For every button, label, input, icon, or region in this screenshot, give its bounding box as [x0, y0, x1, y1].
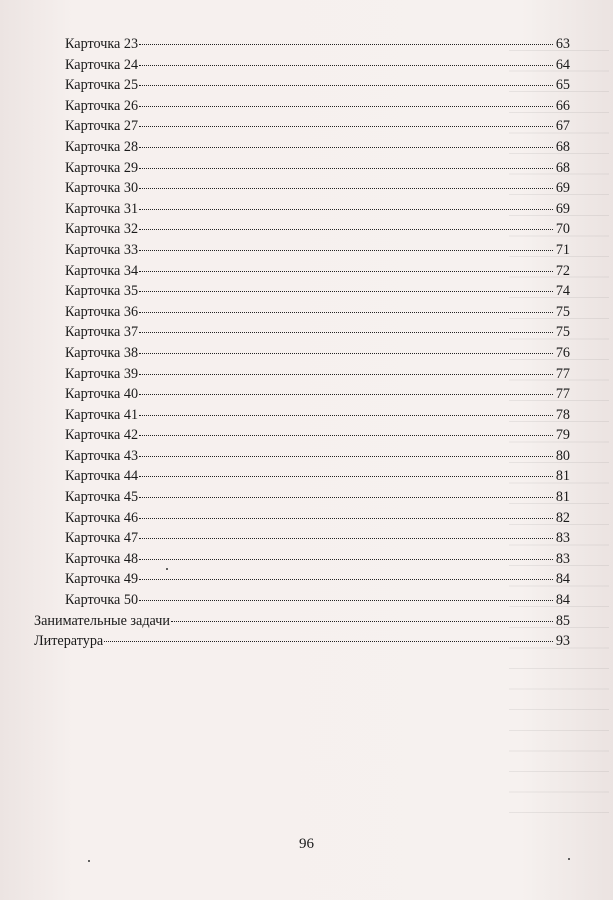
dot-leader [139, 415, 553, 416]
toc-entry-page: 83 [555, 550, 570, 567]
toc-entry-page: 77 [555, 365, 570, 382]
print-speck [88, 860, 90, 862]
dot-leader [139, 106, 553, 107]
toc-entry [34, 34, 570, 55]
toc-entry-page: 83 [555, 530, 570, 547]
toc-entry-page: 80 [555, 447, 570, 464]
toc-entry-title: Карточка 43 [65, 447, 139, 464]
toc-entry-page: 82 [555, 509, 570, 526]
toc-entry [34, 178, 570, 199]
dot-leader [139, 579, 553, 580]
toc-entry-page: 74 [555, 283, 570, 300]
dot-leader [139, 353, 553, 354]
toc-entry-title: Карточка 23 [65, 36, 139, 52]
dot-leader [139, 394, 553, 395]
toc-entry-page: 76 [555, 344, 570, 361]
toc-entry-title: Карточка 46 [65, 509, 139, 526]
dot-leader [139, 168, 553, 169]
toc-entry-title: Занимательные задачи [34, 612, 170, 629]
toc-entry-page: 67 [555, 118, 570, 135]
dot-leader [139, 374, 553, 375]
dot-leader [139, 250, 553, 251]
toc-entry-title: Карточка 31 [65, 200, 139, 217]
toc-entry-title: Карточка 24 [65, 56, 139, 73]
toc-entry-page: 85 [555, 612, 570, 629]
toc-entry-title: Карточка 48 [65, 550, 139, 567]
dot-leader [104, 641, 553, 642]
toc-entry-title: Карточка 33 [65, 241, 139, 258]
toc-entry-page: 69 [555, 180, 570, 197]
toc-entry [34, 549, 570, 570]
toc-entry-title: Карточка 36 [65, 303, 139, 320]
dot-leader [139, 497, 553, 498]
toc-entry [34, 487, 570, 508]
toc-entry-title: Карточка 27 [65, 118, 139, 135]
toc-entry-page: 84 [555, 592, 570, 609]
toc-entry [34, 343, 570, 364]
table-of-contents [34, 34, 570, 652]
toc-entry-title: Карточка 35 [65, 283, 139, 300]
dot-leader [139, 271, 553, 272]
toc-entry [34, 199, 570, 220]
toc-entry-page: 75 [555, 324, 570, 341]
toc-entry [34, 611, 570, 632]
toc-entry-page: 84 [555, 571, 570, 588]
toc-entry-title: Карточка 26 [65, 97, 139, 114]
toc-entry-page: 93 [555, 633, 570, 650]
toc-entry [34, 116, 570, 137]
toc-entry-page: 65 [555, 77, 570, 94]
toc-entry-page: 72 [555, 262, 570, 279]
toc-entry [34, 137, 570, 158]
toc-entry-page: 77 [555, 386, 570, 403]
toc-entry-title: Литература [34, 633, 104, 650]
toc-entry-page: 71 [555, 241, 570, 258]
toc-entry-title: Карточка 37 [65, 324, 139, 341]
toc-entry-title: Карточка 49 [65, 571, 139, 588]
toc-entry-title: Карточка 41 [65, 406, 139, 423]
toc-entry [34, 528, 570, 549]
dot-leader [139, 559, 553, 560]
dot-leader [139, 147, 553, 148]
print-speck [568, 858, 570, 860]
toc-entry [34, 281, 570, 302]
toc-entry [34, 631, 570, 652]
toc-entry-title: Карточка 42 [65, 427, 139, 444]
dot-leader [139, 332, 553, 333]
toc-entry-page: 81 [555, 489, 570, 506]
toc-entry [34, 466, 570, 487]
toc-entry [34, 384, 570, 405]
dot-leader [139, 600, 553, 601]
dot-leader [139, 188, 553, 189]
toc-entry-title: Карточка 30 [65, 180, 139, 197]
toc-entry-page: 75 [555, 303, 570, 320]
dot-leader [139, 312, 553, 313]
toc-entry [34, 261, 570, 282]
dot-leader [139, 538, 553, 539]
toc-entry-page: 70 [555, 221, 570, 238]
dot-leader [139, 291, 553, 292]
toc-entry-title: Карточка 50 [65, 592, 139, 609]
toc-entry [34, 590, 570, 611]
toc-entry [34, 96, 570, 117]
toc-entry [34, 322, 570, 343]
dot-leader [139, 435, 553, 436]
toc-entry-page: 64 [555, 56, 570, 73]
toc-entry-title: Карточка 28 [65, 138, 139, 155]
dot-leader [139, 456, 553, 457]
page-number: 96 [299, 836, 314, 852]
toc-entry [34, 219, 570, 240]
toc-entry [34, 569, 570, 590]
toc-entry [34, 55, 570, 76]
toc-entry-title: Карточка 45 [65, 489, 139, 506]
dot-leader [139, 476, 553, 477]
toc-entry [34, 302, 570, 323]
dot-leader [139, 65, 553, 66]
dot-leader [139, 44, 553, 45]
toc-entry [34, 425, 570, 446]
toc-entry-title: Карточка 38 [65, 344, 139, 361]
toc-entry-page: 79 [555, 427, 570, 444]
toc-entry-title: Карточка 29 [65, 159, 139, 176]
toc-entry [34, 364, 570, 385]
toc-entry-page: 81 [555, 468, 570, 485]
toc-entry [34, 75, 570, 96]
toc-entry-page: 63 [555, 36, 570, 52]
toc-entry [34, 158, 570, 179]
toc-entry-title: Карточка 34 [65, 262, 139, 279]
dot-leader [171, 621, 553, 622]
toc-entry-title: Карточка 40 [65, 386, 139, 403]
toc-entry-title: Карточка 25 [65, 77, 139, 94]
print-speck [166, 568, 168, 570]
toc-entry-title: Карточка 32 [65, 221, 139, 238]
toc-entry-page: 68 [555, 159, 570, 176]
toc-entry [34, 508, 570, 529]
toc-entry-title: Карточка 39 [65, 365, 139, 382]
toc-entry-page: 78 [555, 406, 570, 423]
dot-leader [139, 229, 553, 230]
toc-entry [34, 446, 570, 467]
toc-entry-title: Карточка 47 [65, 530, 139, 547]
toc-entry [34, 240, 570, 261]
toc-entry-page: 69 [555, 200, 570, 217]
dot-leader [139, 209, 553, 210]
dot-leader [139, 85, 553, 86]
dot-leader [139, 518, 553, 519]
toc-entry-page: 66 [555, 97, 570, 114]
dot-leader [139, 126, 553, 127]
toc-entry-page: 68 [555, 138, 570, 155]
toc-entry [34, 405, 570, 426]
toc-entry-title: Карточка 44 [65, 468, 139, 485]
